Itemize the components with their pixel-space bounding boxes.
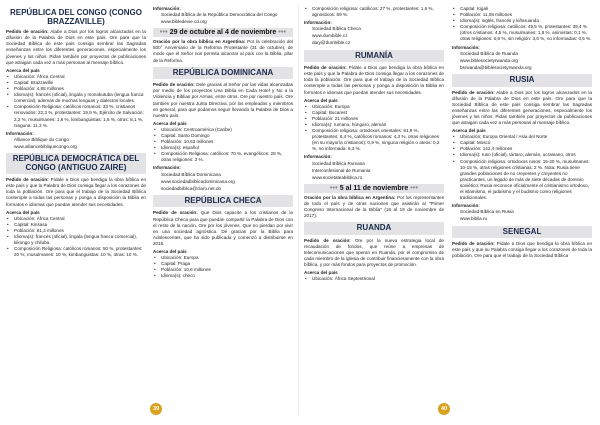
rusia-info-name: Sociedad Bíblica en Rusia	[460, 209, 514, 215]
dominicana-info-url[interactable]: www.sociedadbiblicadominicana.org	[161, 178, 235, 184]
argentina-prayer-2: Oración por la obra bíblica en Argentina: Por los representantes de todo el país y de otras naciones que asistirán al "Primer Congreso Internacional de la Biblia" (16 al 19 de noviembre de 2017).	[304, 194, 445, 219]
rusia-facts-label: Acerca del país	[452, 128, 486, 134]
rumania-info-name2: Interconfesional de Rumania	[312, 167, 371, 173]
list-item: • Composición religiosa: ortodoxos rusos: 15-20 %, musulmanes: 10-15 %, otras religiones cristianas: 2 %. Nota: Rusia tiene grandes poblaciones de no creyentes y creyentes no practicantes, un legado de más de siete décadas de dominio soviético; Rusia reconoce oficialmente el cristianismo ortodoxo, el islamismo, el judaísmo y el budismo como religiones tradicionales.	[458, 159, 592, 202]
list-item: • Composición religiosa: católicos: 27 %, protestantes: 1,6 %, agnósticos: 59 %.	[310, 6, 444, 18]
checa-title: REPÚBLICA CHECA	[184, 195, 262, 205]
list-item: • Capital: Praga	[159, 261, 293, 267]
drc-facts	[6, 216, 146, 259]
ruanda-info-email[interactable]: bsrwanda@biblesocietyrwanda.org	[460, 64, 532, 70]
ruanda-info-url[interactable]: www.biblesocietyrwanda.org	[460, 57, 518, 63]
senegal-header	[452, 226, 592, 239]
checa-info-url[interactable]: www.dumbible.cz	[312, 33, 348, 39]
rusia-info-label: Información:	[452, 203, 480, 209]
dominicana-info-email[interactable]: sociedadbiblica@claro.net.do	[161, 185, 222, 191]
list-item: • Población: 11,08 millones	[458, 12, 592, 18]
list-item: • Población: 81,3 millones	[12, 228, 146, 234]
rumania-facts	[304, 104, 444, 153]
congo-info-label: Información:	[6, 130, 34, 136]
list-item: • Población: 10,6 millones	[159, 267, 293, 273]
list-item: • Ubicación: Centroamérica (Caribe)	[159, 127, 293, 133]
rumania-info-url[interactable]: www.societateabiblica.ro	[312, 174, 363, 180]
column-2	[153, 6, 293, 281]
drc-info-name: Sociedad Bíblica de la República Democrática del Congo	[161, 12, 278, 18]
ruanda-info-label: Información:	[452, 44, 480, 50]
senegal-title: SENEGAL	[502, 226, 542, 236]
dominicana-prayer: Pedido de oración: Dele gracias al Señor por las vidas alcanzadas por medio de los proyectos Una Biblia en Cada Hotel y No a la Violencia y Biblias por Armas, entre otros. Ore por nuestro país. Ore también por nuestra Junta Directiva, por los empleados y miembros en general, para que podamos seguir llevando la Palabra de Dios a nuestro país.	[153, 82, 294, 118]
rusia-header	[452, 74, 592, 87]
drc-title: REPÚBLICA DEMOCRÁTICA DEL CONGO (ANTIGUO ZAIRE)	[12, 153, 140, 172]
drc-header	[6, 153, 146, 174]
list-item: • Capital: Kinsasa	[12, 222, 146, 228]
list-item: • Idioma(s): checo	[159, 273, 293, 279]
list-item: • Población: 142,4 millones	[458, 146, 592, 152]
page-number-left: 39	[150, 403, 162, 415]
list-item: • Población: 10,53 millones	[159, 139, 293, 145]
list-item: • Capital: Bucarest	[310, 110, 444, 116]
checa-prayer: Pedido de oración: Que Dios capacite a los cristianos de la República Checa para que puedan compartir la Palabra de Dios con el resto de la nación. Ore por los jóvenes. Que no pierdan por vivir en una sociedad agnóstica. Dé gracias por la Biblia para Adolescentes, que ha sido publicada y comenzó a distribuirse en 2016.	[153, 210, 293, 246]
senegal-prayer: Pedido de oración: Pídale a Dios que bendiga la obra bíblica en este país y que su Palabra consiga llegar a los corazones de toda la población. Ore para que el trabajo de la Sociedad Bíblica	[452, 241, 593, 259]
list-item: • Ubicación: Europa	[159, 255, 293, 261]
dominicana-title: REPÚBLICA DOMINICANA	[172, 67, 274, 77]
checa-facts	[153, 255, 293, 279]
page-gutter	[298, 4, 299, 414]
rusia-info-url[interactable]: www.biblia.ru	[460, 216, 488, 222]
list-item: • Ubicación: Europa	[310, 104, 444, 110]
list-item: • Composición Religiosa: católicos: 70 %, evangélicos: 28 %, otras religiones: 2 %.	[159, 151, 293, 163]
dominicana-info-name: Sociedad Bíblica Dominicana	[161, 171, 221, 177]
rumania-prayer: Pedido de oración: Pídale a Dios que bendiga la obra bíblica en este país y que la Palabra de Dios consiga llegar a los corazones de toda la población. Ore para que el trabajo de la Sociedad Bíblica contemple a todas las personas y ponga a disposición la Biblia en formatos e idiomas que puedan atender sus necesidades.	[304, 65, 445, 95]
list-item: • Idioma(s): francés (oficial), lingala (lengua franca comercial), kikongo y chiluba.	[12, 234, 146, 246]
ruanda-title: RUANDA	[356, 223, 392, 233]
checa-facts-cont	[304, 6, 444, 18]
rumania-title: RUMANÍA	[355, 50, 393, 60]
dominicana-facts	[153, 127, 293, 164]
page-number-right: 40	[438, 403, 450, 415]
rumania-info-label: Información:	[304, 154, 332, 160]
drc-facts-label: Acerca del país	[6, 209, 40, 215]
dominicana-header	[153, 67, 293, 80]
list-item: • Ubicación: África Central	[12, 74, 146, 80]
ruanda-facts	[304, 276, 444, 282]
checa-info-name: Sociedad Bíblica Checa	[312, 26, 361, 32]
column-4	[452, 6, 592, 260]
drc-info-url[interactable]: www.bibledevie.cd.org	[161, 19, 207, 25]
ruanda-facts-cont	[452, 6, 592, 43]
checa-header	[153, 195, 293, 208]
rumania-info-name: Sociedad Bíblica Rumana	[312, 160, 365, 166]
date-banner-1: ••• 29 de octubre al 4 de noviembre •••	[153, 28, 293, 37]
column-1	[6, 6, 146, 260]
list-item: • Idioma(s): ruso (oficial), tártaro, alemán, ucraniano, otros	[458, 152, 592, 158]
list-item: • Ubicación: África Septentrional	[310, 276, 444, 282]
rumania-facts-label: Acerca del país	[304, 97, 338, 103]
list-item: • Población: 21 millones	[310, 116, 444, 122]
argentina-prayer-1: Oración por la obra bíblica en Argentina: Por la celebración del 500° Aniversario de la Reforma Protestante (31 de octubre), de modo que el Señor nos permita alcanzar al país con la Biblia, pilar de la Reforma.	[153, 39, 293, 63]
congo-info-url[interactable]: www.alliancebibliquecongo.org	[14, 143, 77, 149]
list-item: • Idioma(s): inglés, francés y kiñaruanda	[458, 18, 592, 24]
congo-info-name: Alliance Biblique du Congo	[14, 136, 69, 142]
list-item: • Ubicación: África Central	[12, 216, 146, 222]
dominicana-info-label: Información:	[153, 165, 181, 171]
list-item: • Capital: Brazzaville	[12, 80, 146, 86]
checa-info-email[interactable]: dary@dumbible.cz	[312, 40, 351, 46]
congo-title: REPÚBLICA DEL CONGO (CONGO BRAZZAVILLE)	[9, 8, 142, 26]
column-3	[304, 6, 444, 284]
ruanda-prayer: Pedido de oración: Ore por la nueva estrategia local de recaudación de fondos, que reúne a empresas de telecomunicaciones que operan en Ruanda, por el compromiso de cada miembro de la iglesia de contribuir financieramente con la obra bíblica, y por más fondos para proyectos de promoción.	[304, 237, 444, 268]
list-item: • Capital: Santo Domingo	[159, 133, 293, 139]
drc-prayer: Pedido de oración: Pídale a Dios que bendiga la obra bíblica en este país y que la Palabra de Dios consiga llegar a los corazones de toda la población. Ore para que el trabajo de la Sociedad Bíblica contemple a todas las personas y ponga a disposición la Biblia en formatos e idiomas que puedan atender sus necesidades.	[6, 177, 147, 207]
list-item: • Composición Religiosa: católicos romanos: 33 %, cristianos renovados: 22,3 %, protestantes: 19,9 %, Ejército de Salvación: 2,2 %, musulmanes: 1,6 %, kimbanguistas: 1,5 %, otras: 8,1 %, ninguna: 11,3 %.	[12, 104, 146, 128]
list-item: • Población: 4,85 millones	[12, 86, 146, 92]
list-item: • Ubicación: Europa Oriental / Asia del Norte	[458, 134, 592, 140]
list-item: • Composición religiosa: católicos: 49,5 %, protestantes: 39,4 % (otros cristianos: 4,5 %, musulmanes: 1,8 %, animistas: 0,1 %, otras religiones: 0,6 %, sin religión: 3,6 %, no informadas: 0,5 %.	[458, 24, 592, 42]
congo-prayer: Pedido de oración: Alabe a Dios por los logros alcanzados en la difusión de la Palabra de Dios en este país. Ore para que la Sociedad Bíblica de este país consiga sembrar las Sagradas enseñanzas entre los diferentes generaciones, especialmente los jóvenes y los niños. Pidan también por proyectos de publicaciones que atraigan cada vez a más personas al mensaje bíblico.	[6, 29, 146, 65]
rusia-title: RUSIA	[509, 74, 535, 84]
ruanda-info-name: Sociedad Bíblica de Ruanda	[460, 50, 518, 56]
ruanda-facts-label: Acerca del país	[304, 270, 338, 276]
dominicana-facts-label: Acerca del país	[153, 120, 187, 126]
rusia-facts	[452, 134, 592, 201]
checa-info-label: Información:	[304, 20, 332, 26]
rumania-header	[304, 50, 444, 63]
list-item: • Capital: Kigali	[458, 6, 592, 12]
ruanda-header	[304, 222, 444, 235]
checa-facts-label: Acerca del país	[153, 249, 187, 254]
list-item: • Idioma(s): rumano, húngaro, alemán	[310, 122, 444, 128]
date-banner-2: ••• 5 al 11 de noviembre •••	[304, 184, 444, 193]
list-item: • Composición Religiosa: católicos romanos: 50 %, protestantes: 20 %, musulmanes: 10 %, kimbanguistas: 10 %, otras: 10 %.	[12, 246, 146, 258]
rusia-prayer: Pedido de oración: Alabe a Dios por los logros alcanzados en la difusión de la Palabra de Dios en este país. Ore para que la Sociedad Bíblica de este país consiga sembrar las Sagradas enseñanzas entre las diferentes generaciones, especialmente los jóvenes y los niños. Pidan también por proyectos de publicaciones que atraigan cada vez a más personas al mensaje bíblico.	[452, 89, 592, 125]
drc-info-label: Información:	[153, 6, 181, 11]
congo-facts-label: Acerca del país	[6, 67, 40, 73]
list-item: • Capital: Moscú	[458, 140, 592, 146]
congo-facts	[6, 74, 146, 129]
list-item: • Idioma(s): español	[159, 145, 293, 151]
list-item: • Composición religiosa: ortodoxos orientales: 81,9 %, protestantes: 6,4 %, católicos romanos: 4,3 %, otras religiones (en su mayoría cristianos): 0,9 %, ninguna religión o ateos: 0,2 %, no informada: 6,3 %.	[310, 128, 444, 152]
list-item: • Idioma(s): francés (oficial), lingala y monokutuba (lengua franca comercial), además de muchas lenguas y dialectos locales.	[12, 92, 146, 104]
